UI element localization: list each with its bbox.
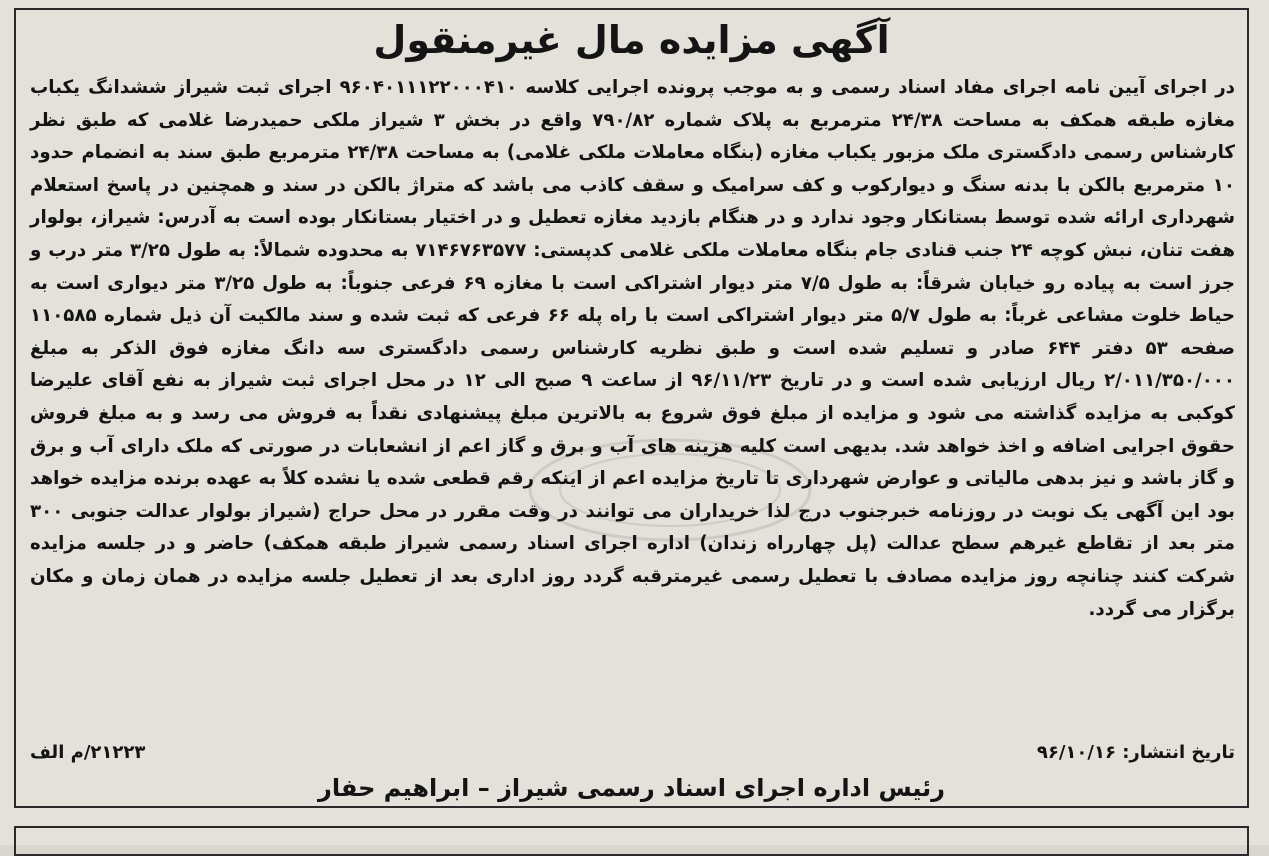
publish-date: تاریخ انتشار: ۹۶/۱۰/۱۶ bbox=[1036, 742, 1235, 763]
next-notice-border bbox=[14, 826, 1249, 856]
signature-line: رئیس اداره اجرای اسناد رسمی شیراز – ابراهیم حفار bbox=[318, 774, 945, 802]
reference-code: ۲۱۲۲۳/م الف bbox=[30, 742, 146, 763]
notice-body: در اجرای آیین نامه اجرای مفاد اسناد رسمی و به موجب پرونده اجرایی کلاسه ۹۶۰۴۰۱۱۱۲۲۰۰۰۴۱۰ اجرای ثبت شیراز ششدانگ یکباب مغازه طبقه همکف به مساحت ۲۴/۳۸ مترمربع به پلاک شماره ۷۹۰/۸۲ واقع در بخش ۳ شیراز ملکی حمیدرضا غلامی که طبق نظر کارشناس رسمی دادگستری ملک مزبور یکباب مغازه (بنگاه معاملات ملکی غلامی) به مساحت ۲۴/۳۸ مترمربع طبق سند به انضمام حدود ۱۰ مترمربع بالکن با بدنه سنگ و دیوارکوب و کف سرامیک و سقف کاذب می باشد که متراژ بالکن در سند و همچنین در پاسخ استعلام شهرداری ارائه شده توسط بستانکار وجود ندارد و در هنگام بازدید مغازه تعطیل و در اختیار بستانکار بوده است به آدرس: شیراز، بولوار هفت تنان، نبش کوچه ۲۴ جنب قنادی جام بنگاه معاملات ملکی غلامی کدپستی: ۷۱۴۶۷۶۳۵۷۷ به محدوده شمالاً: به طول ۳/۲۵ متر درب و جرز است به پیاده رو خیابان شرقاً: به طول ۷/۵ متر دیوار اشتراکی است با مغازه ۶۹ فرعی جنوباً: به طول ۳/۲۵ متر دیواری است به حیاط خلوت مشاعی غرباً: به طول ۵/۷ متر دیوار اشتراکی است با راه پله ۶۶ فرعی که ثبت شده و سند مالکیت آن ذیل شماره ۱۱۰۵۸۵ صفحه ۵۳ دفتر ۶۴۴ صادر و تسلیم شده است و طبق نظریه کارشناس رسمی دادگستری سه دانگ مغازه فوق الذکر به مبلغ ۲/۰۱۱/۳۵۰/۰۰۰ ریال ارزیابی شده است و در تاریخ ۹۶/۱۱/۲۳ از ساعت ۹ صبح الی ۱۲ در محل اجرای ثبت شیراز به نفع آقای علیرضا کوکبی به مزایده گذاشته می شود و مزایده از مبلغ فوق شروع به بالاترین مبلغ پیشنهادی نقداً به فروش می رسد و به مبلغ فروش حقوق اجرایی اضافه و اخذ خواهد شد. بدیهی است کلیه هزینه های آب و برق و گاز اعم از انشعابات در صورتی که ملک دارای آب و برق و گاز باشد و نیز بدهی مالیاتی و عوارض شهرداری تا تاریخ مزایده اعم از اینکه رقم قطعی شده یا نشده کلاً به عهده برنده مزایده خواهد بود این آگهی یک نوبت در روزنامه خبرجنوب درج لذا خریداران می توانند در وقت مقرر در محل حراج (شیراز بولوار عدالت جنوبی ۳۰۰ متر بعد از تقاطع غیرهم سطح عدالت (پل چهارراه زندان) اداره اجرای اسناد رسمی شیراز طبقه همکف) حاضر و در جلسه مزایده شرکت کنند چنانچه روز مزایده مصادف با تعطیل رسمی غیرمترقبه گردد روز اداری بعد از تعطیل جلسه مزایده در همان زمان و مکان برگزار می گردد. bbox=[30, 77, 1236, 620]
notice-title: آگهی مزایده مال غیرمنقول bbox=[373, 18, 890, 62]
notice-footer bbox=[30, 738, 1235, 768]
